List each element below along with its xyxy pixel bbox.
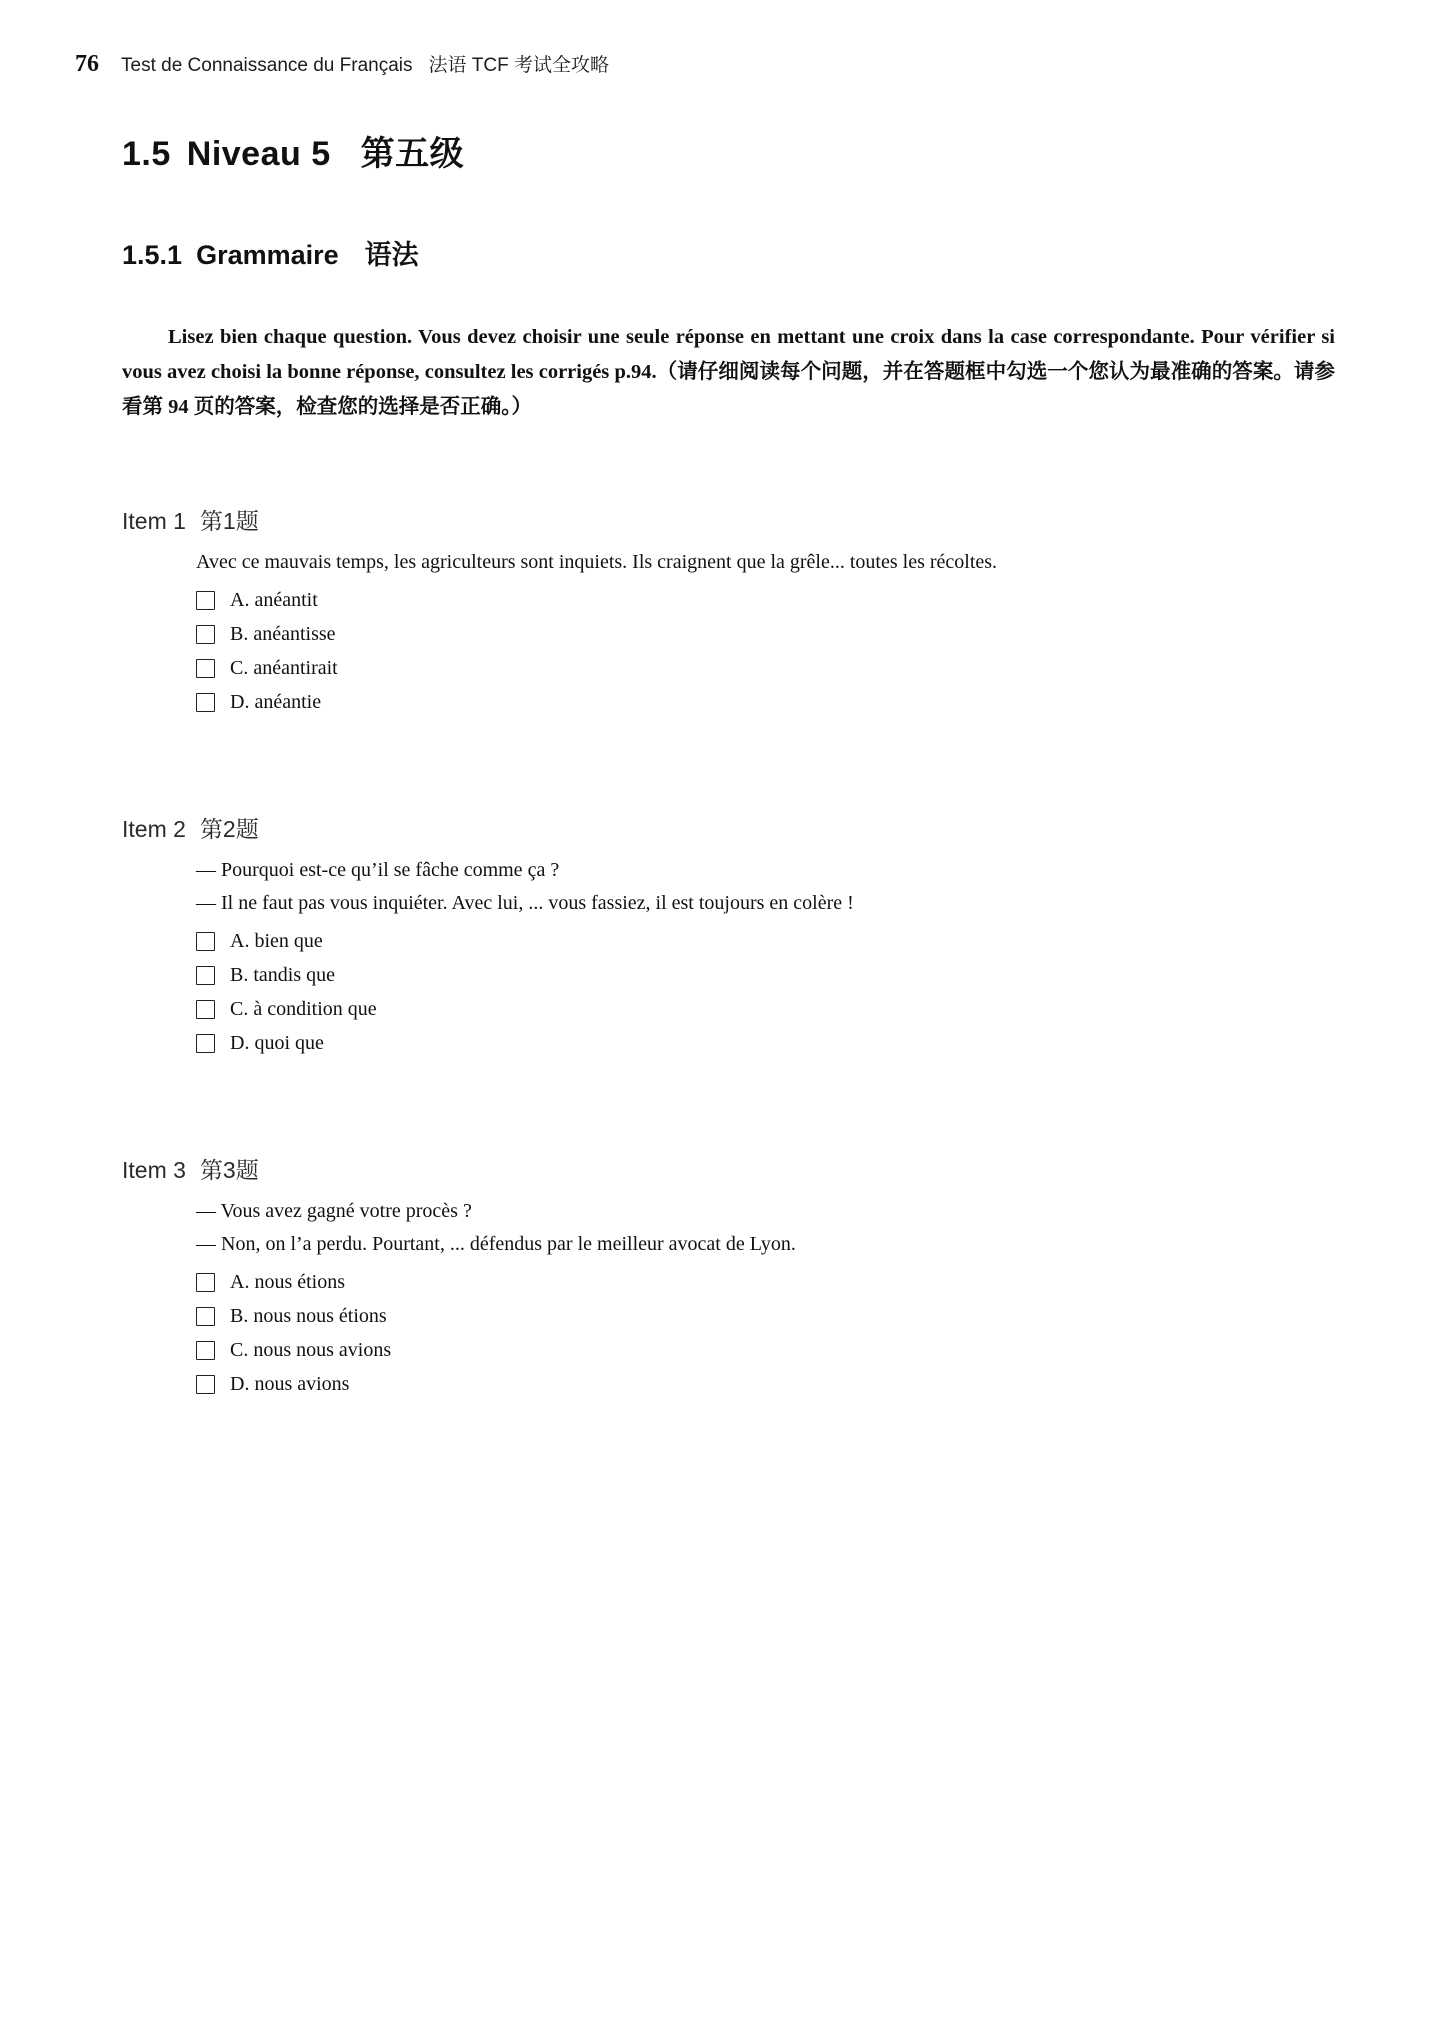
subsection-title-chinese: 语法 <box>364 240 419 270</box>
item-2-label <box>122 811 1335 844</box>
page-content <box>122 126 1335 1401</box>
answer-checkbox[interactable] <box>196 966 215 985</box>
option-label: C. à condition que <box>230 997 377 1020</box>
item-3-body <box>196 1195 1016 1401</box>
section-heading <box>122 126 1335 175</box>
item-3-dialogue-line-2: — Non, on l’a perdu. Pourtant, ... défendus par le meilleur avocat de Lyon. <box>196 1233 796 1255</box>
item-3-options <box>196 1265 1016 1401</box>
item-2-label-en: Item 2 <box>122 816 186 842</box>
answer-checkbox[interactable] <box>196 1341 215 1360</box>
item-3 <box>122 1152 1335 1401</box>
answer-checkbox[interactable] <box>196 659 215 678</box>
option-row <box>196 1333 1016 1367</box>
option-row <box>196 651 1016 685</box>
item-2-dialogue-line-1: — Pourquoi est-ce qu’il se fâche comme ça ? <box>196 859 560 881</box>
option-row <box>196 958 1016 992</box>
option-row <box>196 1026 1016 1060</box>
option-label: B. anéantisse <box>230 622 336 645</box>
option-row <box>196 1299 1016 1333</box>
item-1-label <box>122 503 1335 536</box>
item-2-body <box>196 854 1016 1060</box>
answer-checkbox[interactable] <box>196 932 215 951</box>
item-1-label-zh: 第1题 <box>199 508 259 534</box>
option-label: B. tandis que <box>230 963 335 986</box>
answer-checkbox[interactable] <box>196 1273 215 1292</box>
option-label: A. anéantit <box>230 588 318 611</box>
section-number: 1.5 <box>122 135 171 173</box>
item-2-dialogue-line-2: — Il ne faut pas vous inquiéter. Avec lui, ... vous fassiez, il est toujours en colère ! <box>196 892 854 914</box>
item-3-label <box>122 1152 1335 1185</box>
item-3-dialogue-line-1: — Vous avez gagné votre procès ? <box>196 1200 472 1222</box>
option-row <box>196 1265 1016 1299</box>
subsection-number: 1.5.1 <box>122 240 183 270</box>
option-row <box>196 992 1016 1026</box>
option-label: A. bien que <box>230 929 323 952</box>
item-3-label-en: Item 3 <box>122 1157 186 1183</box>
option-label: B. nous nous étions <box>230 1304 387 1327</box>
item-1-body <box>196 546 1016 719</box>
option-row <box>196 685 1016 719</box>
option-label: D. anéantie <box>230 690 322 713</box>
answer-checkbox[interactable] <box>196 1000 215 1019</box>
page-header <box>75 50 1335 78</box>
item-1-options <box>196 583 1016 719</box>
subsection-title-french: Grammaire <box>196 240 339 270</box>
option-row <box>196 1367 1016 1401</box>
item-2-label-zh: 第2题 <box>199 816 259 842</box>
item-2 <box>122 811 1335 1060</box>
answer-checkbox[interactable] <box>196 591 215 610</box>
option-row <box>196 617 1016 651</box>
book-title-french: Test de Connaissance du Français <box>121 55 413 76</box>
answer-checkbox[interactable] <box>196 1034 215 1053</box>
item-1-question: Avec ce mauvais temps, les agriculteurs sont inquiets. Ils craignent que la grêle... toutes les récoltes. <box>196 551 998 573</box>
option-row <box>196 583 1016 617</box>
subsection-heading <box>122 233 1335 272</box>
instructions-paragraph <box>122 320 1335 425</box>
item-2-options <box>196 924 1016 1060</box>
book-title-chinese: 法语 TCF 考试全攻略 <box>428 55 609 76</box>
option-label: C. anéantirait <box>230 656 338 679</box>
answer-checkbox[interactable] <box>196 625 215 644</box>
answer-checkbox[interactable] <box>196 1375 215 1394</box>
answer-checkbox[interactable] <box>196 1307 215 1326</box>
page-number: 76 <box>75 51 99 77</box>
option-label: C. nous nous avions <box>230 1338 392 1361</box>
option-label: D. quoi que <box>230 1031 324 1054</box>
section-title-french: Niveau 5 <box>186 135 331 173</box>
instructions-chinese: （请仔细阅读每个问题，并在答题框中勾选一个您认为最准确的答案。请参看第 94 页的答案，检查您的选择是否正确。） <box>122 361 1335 418</box>
option-label: A. nous étions <box>230 1270 345 1293</box>
option-row <box>196 924 1016 958</box>
item-3-label-zh: 第3题 <box>199 1157 259 1183</box>
section-title-chinese: 第五级 <box>360 135 465 173</box>
item-1 <box>122 503 1335 719</box>
option-label: D. nous avions <box>230 1372 350 1395</box>
instructions-french: Lisez bien chaque question. Vous devez choisir une seule réponse en mettant une croix dans la case correspondante. Pour vérifier si vous avez choisi la bonne réponse, consultez les corrigés p.94. <box>122 326 1335 383</box>
answer-checkbox[interactable] <box>196 693 215 712</box>
item-1-label-en: Item 1 <box>122 508 186 534</box>
